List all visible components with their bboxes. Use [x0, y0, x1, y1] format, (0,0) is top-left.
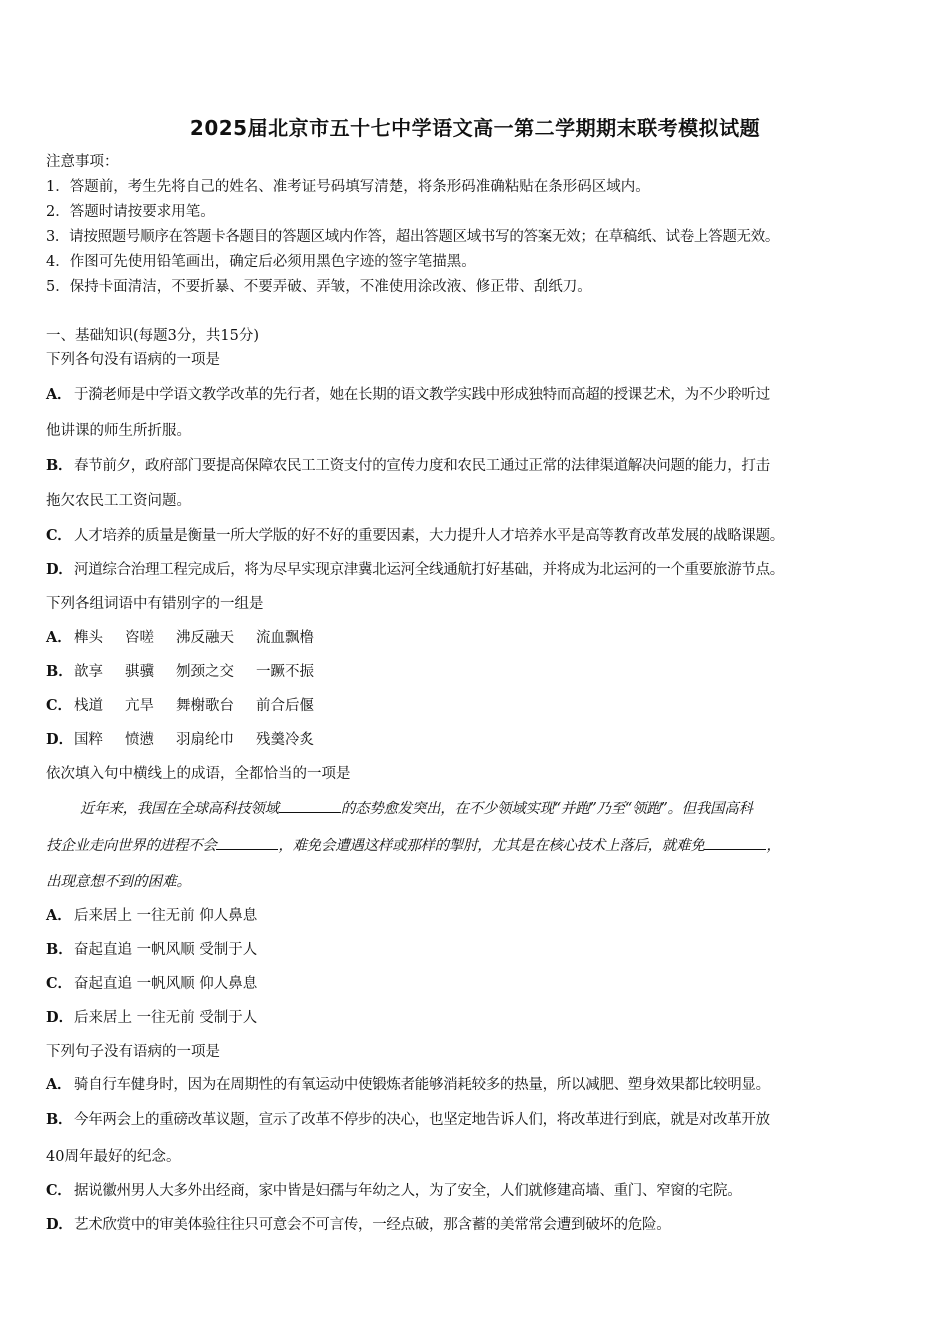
- option-text: 河道综合治理工程完成后，将为尽早实现京津冀北运河全线通航打好基础，并将成为北运河的一个重要旅游节点。: [74, 562, 784, 578]
- notice-item: 2．答题时请按要求用笔。: [46, 204, 215, 220]
- option-a-continued: 他讲课的师生所折服。: [46, 423, 191, 439]
- option-label: A．: [46, 629, 72, 646]
- option-text: 后来居上 一往无前 受制于人: [74, 1010, 258, 1026]
- option-text: 春节前夕，政府部门要提高保障农民工工资支付的宣传力度和农民工通过正常的法律渠道解决问题的能力，打击: [74, 458, 770, 474]
- option-a: [46, 1075, 770, 1095]
- option-a: [46, 906, 257, 926]
- fill-blank[interactable]: [216, 835, 278, 850]
- notice-item: 5．保持卡面清洁，不要折暴、不要弄破、弄皱，不准使用涂改液、修正带、刮纸刀。: [46, 279, 592, 295]
- option-b: [46, 662, 314, 682]
- option-word: 歆享: [74, 664, 103, 680]
- option-word: 羽扇纶巾: [176, 732, 234, 748]
- option-b-continued: 40周年最好的纪念。: [46, 1149, 181, 1165]
- option-d: [46, 1008, 257, 1028]
- option-text: 今年两会上的重磅改革议题，宣示了改革不停步的决心，也坚定地告诉人们，将改革进行到底，就是对改革开放: [74, 1112, 770, 1128]
- option-word: 咨嗟: [125, 630, 154, 646]
- option-word: 榫头: [74, 630, 103, 646]
- option-word: 舞榭歌台: [176, 698, 234, 714]
- option-b: [46, 940, 257, 960]
- exam-title: 2025届北京市五十七中学语文高一第二学期期末联考模拟试题: [189, 116, 761, 140]
- option-label: D．: [46, 1216, 73, 1233]
- option-a: [46, 385, 770, 405]
- option-label: C．: [46, 527, 72, 544]
- option-text: 艺术欣赏中的审美体验往往只可意会不可言传，一经点破，那含蓄的美常常会遭到破坏的危险。: [74, 1217, 671, 1233]
- fill-blank[interactable]: [279, 798, 341, 813]
- passage-line: [80, 798, 753, 819]
- option-word: 亢旱: [125, 698, 154, 714]
- option-label: B．: [46, 457, 73, 474]
- option-word: 国粹: [74, 732, 103, 748]
- option-label: A．: [46, 386, 72, 403]
- option-b-continued: 拖欠农民工工资问题。: [46, 493, 191, 509]
- option-label: A．: [46, 1076, 72, 1093]
- option-text: 骑自行车健身时，因为在周期性的有氧运动中使锻炼者能够消耗较多的热量，所以减肥、塑身效果都比较明显。: [74, 1077, 770, 1093]
- option-a: [46, 628, 314, 648]
- option-label: B．: [46, 941, 73, 958]
- option-label: D．: [46, 731, 74, 748]
- option-label: A．: [46, 907, 72, 924]
- notice-item: 1．答题前，考生先将自己的姓名、准考证号码填写清楚，将条形码准确粘贴在条形码区域内。: [46, 179, 650, 195]
- option-c: [46, 974, 257, 994]
- option-label: C．: [46, 975, 73, 992]
- section-heading: 一、基础知识(每题3分，共15分): [46, 328, 259, 344]
- option-b: [46, 1110, 770, 1130]
- option-word: 骐骥: [125, 664, 154, 680]
- option-text: 据说徽州男人大多外出经商，家中皆是妇孺与年幼之人，为了安全，人们就修建高墙、重门、窄窗的宅院。: [74, 1183, 742, 1199]
- option-word: 一蹶不振: [256, 664, 314, 680]
- question-stem: 下列句子没有语病的一项是: [46, 1044, 220, 1060]
- passage-text: ，难免会遭遇这样或那样的掣肘，尤其是在核心技术上落后，就难免: [278, 838, 705, 854]
- option-word: 流血飘橹: [256, 630, 314, 646]
- option-word: 沸反融天: [176, 630, 234, 646]
- option-text: 奋起直追 一帆风顺 受制于人: [74, 942, 258, 958]
- question-stem: 下列各组词语中有错别字的一组是: [46, 596, 264, 612]
- option-text: 人才培养的质量是衡量一所大学版的好不好的重要因素，大力提升人才培养水平是高等教育改革发展的战略课题。: [74, 528, 784, 544]
- option-label: D．: [46, 1009, 74, 1026]
- option-text: 后来居上 一往无前 仰人鼻息: [74, 908, 258, 924]
- option-word: 前合后偃: [256, 698, 314, 714]
- option-c: [46, 526, 784, 546]
- question-stem: 下列各句没有语病的一项是: [46, 352, 220, 368]
- option-b: [46, 456, 770, 476]
- option-text: 于漪老师是中学语文教学改革的先行者，她在长期的语文教学实践中形成独特而高超的授课艺术，为不少聆听过: [74, 387, 770, 403]
- passage-line: 出现意想不到的困难。: [46, 874, 191, 890]
- option-word: 愤懑: [125, 732, 154, 748]
- option-d: [46, 1215, 670, 1235]
- notice-item: 4．作图可先使用铅笔画出，确定后必须用黑色字迹的签字笔描黑。: [46, 254, 476, 270]
- notice-item: 3．请按照题号顺序在答题卡各题目的答题区域内作答，超出答题区域书写的答案无效；在草稿纸、试卷上答题无效。: [46, 229, 780, 245]
- option-text: 奋起直追 一帆风顺 仰人鼻息: [74, 976, 258, 992]
- option-word: 残羹冷炙: [256, 732, 314, 748]
- passage-text: ，: [766, 838, 781, 854]
- passage-text: 近年来，我国在全球高科技领域: [80, 801, 279, 817]
- option-d: [46, 560, 784, 580]
- option-c: [46, 1181, 741, 1201]
- passage-line: [46, 835, 781, 856]
- passage-text: 技企业走向世界的进程不会: [46, 838, 217, 854]
- option-word: 刎颈之交: [176, 664, 234, 680]
- option-word: 栈道: [74, 698, 103, 714]
- option-label: B．: [46, 663, 73, 680]
- option-label: B．: [46, 1111, 73, 1128]
- option-label: D．: [46, 561, 73, 578]
- option-label: C．: [46, 1182, 72, 1199]
- fill-blank[interactable]: [704, 835, 766, 850]
- option-c: [46, 696, 314, 716]
- passage-text: 的态势愈发突出，在不少领域实现“并跑”乃至“领跑”。但我国高科: [340, 801, 753, 817]
- option-d: [46, 730, 314, 750]
- notice-heading: 注意事项：: [46, 154, 119, 170]
- question-stem: 依次填入句中横线上的成语，全都恰当的一项是: [46, 766, 351, 782]
- option-label: C．: [46, 697, 73, 714]
